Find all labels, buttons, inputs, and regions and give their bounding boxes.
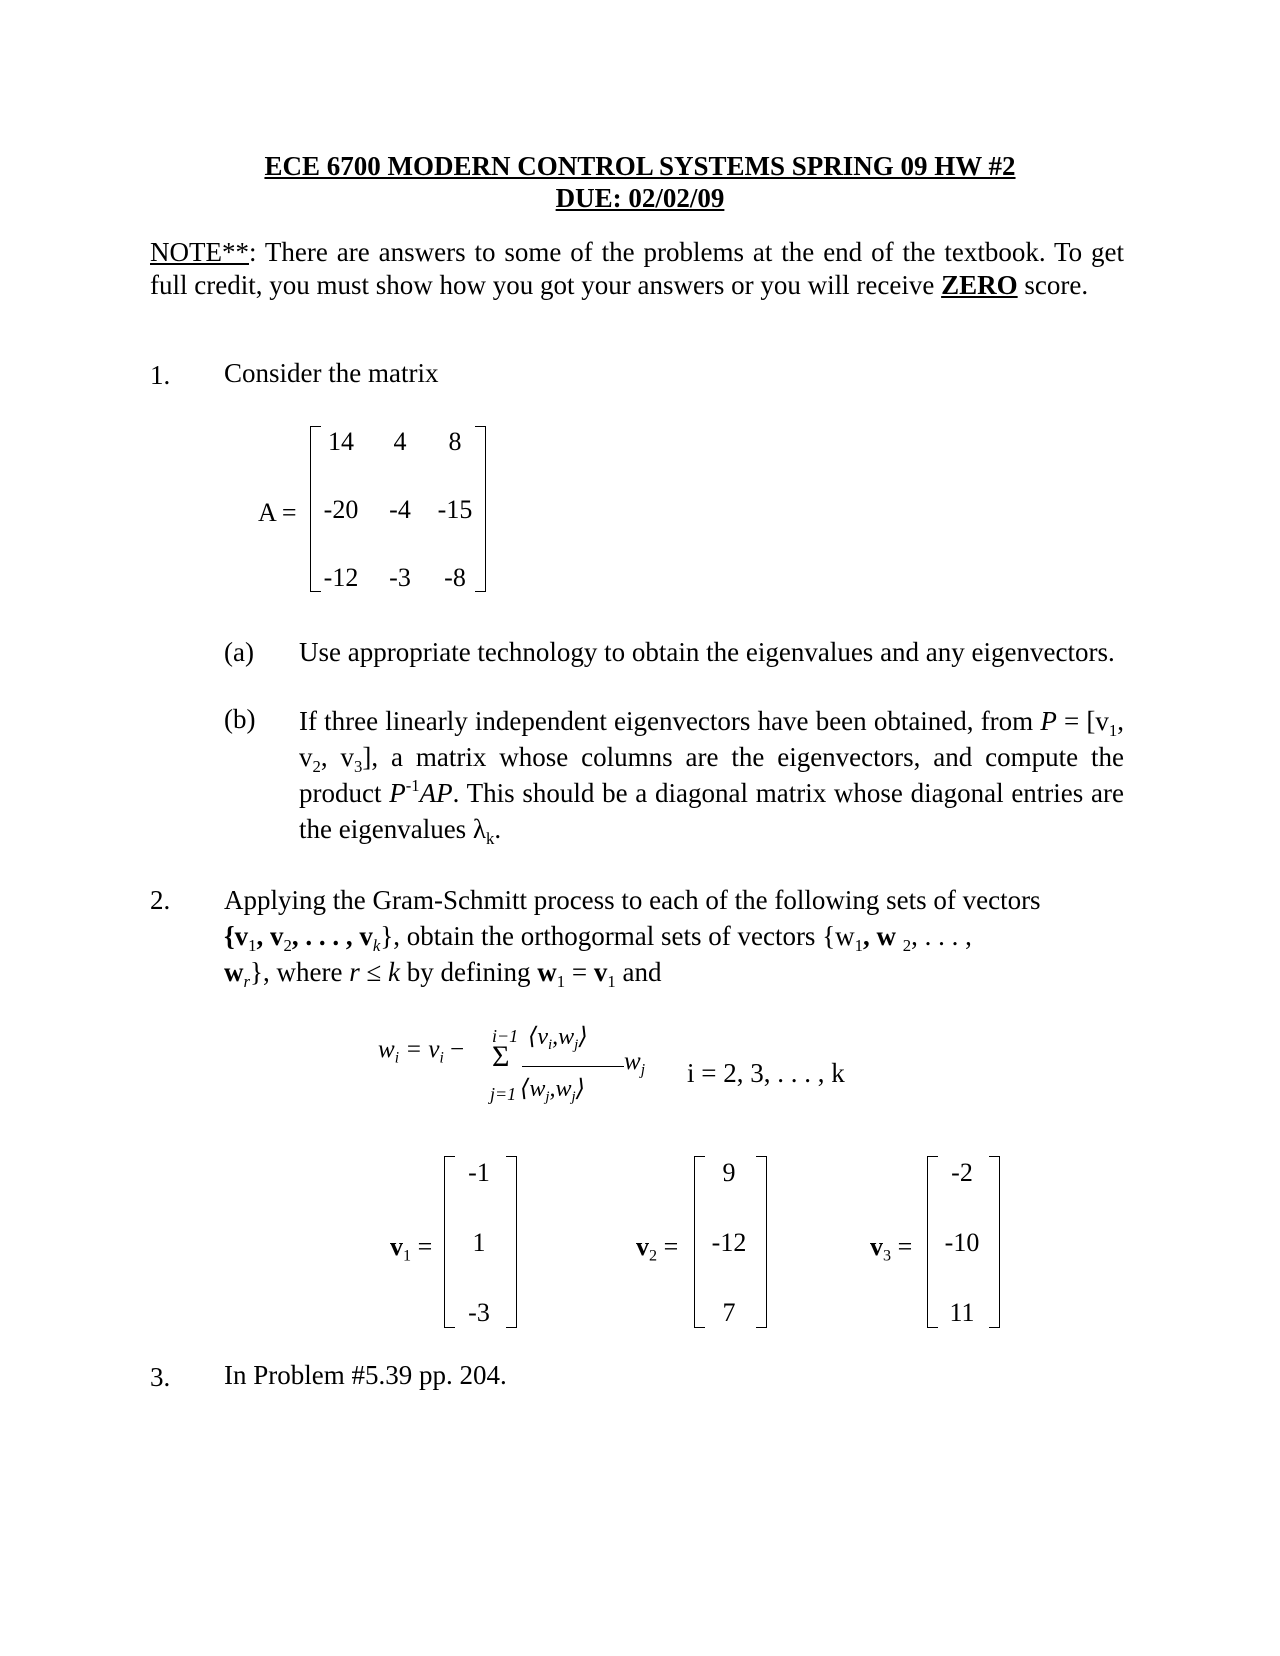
document-title: ECE 6700 MODERN CONTROL SYSTEMS SPRING 09 HW #2	[264, 151, 1016, 181]
vector-label: $v_1$ =	[390, 1232, 433, 1265]
matrix-a-cell: -8	[444, 563, 466, 592]
matrix-a-cell: 8	[448, 427, 462, 456]
problem-2-number: 2.	[150, 885, 171, 915]
sum-upper-limit: i−1	[492, 1026, 519, 1046]
vector-entry: 11	[949, 1298, 975, 1327]
vector-label: $v_3$ =	[870, 1232, 913, 1265]
fraction-numerator: $⟨v_i,w_j⟩$	[528, 1024, 588, 1054]
problem-1-intro: Consider the matrix	[224, 358, 439, 388]
fraction-denominator: $⟨w_j,w_j⟩$	[520, 1076, 586, 1106]
matrix-a-cell: -15	[437, 495, 473, 524]
formula-index-range: i = 2, 3, . . . , k	[687, 1058, 845, 1088]
problem-2-text: Applying the Gram-Schmitt process to each of the following sets of vectors {$v_1$, $v_2$, . . . , $v_k$}, obtain the orthogormal sets of vectors {$w_1$, w $_2$, . . . , $w_r$}, where r ≤ k by defining $w_1 = v_1$ and	[224, 885, 1041, 991]
note-paragraph	[150, 236, 1124, 302]
note-label: NOTE**	[150, 237, 249, 267]
fraction-bar	[522, 1066, 624, 1067]
problem-1b-text: If three linearly independent eigenvectors have been obtained, from $P = [v_1$, $v_2$, $v_3$], a matrix whose columns are the eigenvectors, and compute the product $P^{-1}AP$. This should be a diagonal matrix whose diagonal entries are the eigenvalues $\lambda_k$.	[299, 706, 1124, 848]
matrix-a-label: A =	[258, 498, 297, 527]
vector-entry: -1	[468, 1158, 490, 1187]
sum-lower-limit: j=1	[490, 1084, 517, 1104]
vector-entry: -2	[951, 1158, 973, 1187]
matrix-a-cell: 4	[393, 427, 407, 456]
note-text-end: score.	[1017, 270, 1089, 300]
note-text: : There are answers to some of the problems at the end of the textbook. To get full credit, you must show how you got your answers or you will receive	[150, 237, 1124, 300]
problem-1a-text: Use appropriate technology to obtain the eigenvalues and any eigenvectors.	[299, 637, 1115, 667]
due-date: DUE: 02/02/09	[555, 183, 725, 213]
problem-1-number: 1.	[150, 360, 171, 390]
gram-schmidt-formula-lhs: $w_i = v_i$ −	[378, 1036, 465, 1067]
vector-entry: 9	[722, 1158, 736, 1187]
vector-entry: 1	[472, 1228, 486, 1257]
matrix-a-cell: -3	[389, 563, 411, 592]
zero-emphasis: ZERO	[941, 270, 1018, 300]
matrix-a-cell: -12	[323, 563, 359, 592]
sum-sigma: Σ	[492, 1040, 510, 1073]
matrix-a-cell: -20	[323, 495, 359, 524]
problem-1b-label: (b)	[224, 704, 256, 734]
matrix-a-cell: 14	[328, 427, 354, 456]
matrix-a-cell: -4	[389, 495, 411, 524]
vector-entry: -12	[711, 1228, 747, 1257]
vector-label: $v_2$ =	[636, 1232, 679, 1265]
formula-w-j: $w_j$	[624, 1048, 645, 1079]
vector-entry: -10	[944, 1228, 980, 1257]
problem-3-text: In Problem #5.39 pp. 204.	[224, 1360, 507, 1390]
vector-entry: 7	[722, 1298, 736, 1327]
vector-entry: -3	[468, 1298, 490, 1327]
problem-1a-label: (a)	[224, 637, 254, 667]
problem-3-number: 3.	[150, 1362, 171, 1392]
